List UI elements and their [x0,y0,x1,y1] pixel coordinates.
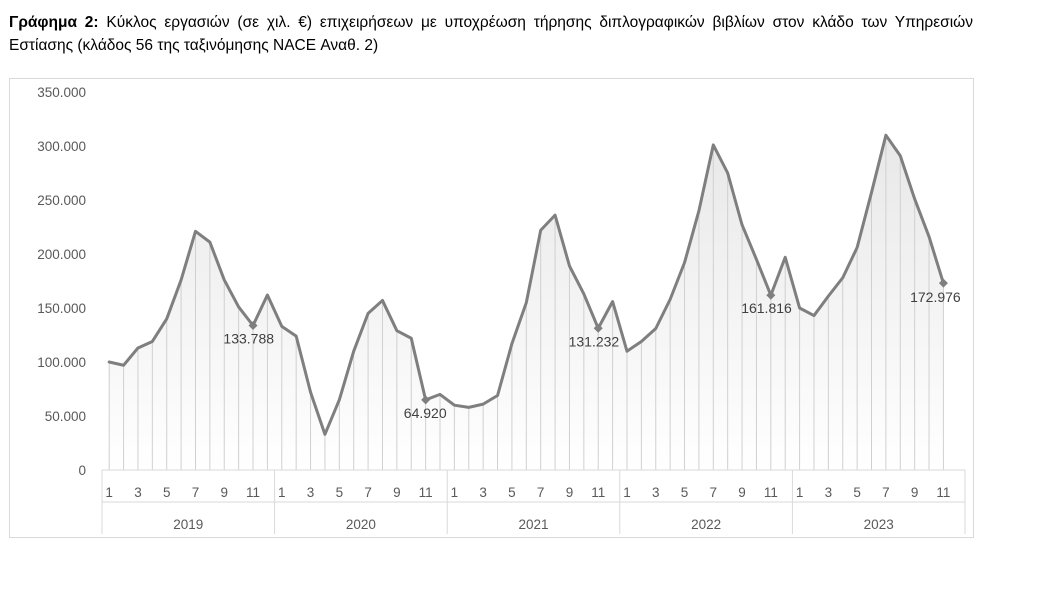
year-label: 2022 [691,517,722,532]
caption-text: Κύκλος εργασιών (σε χιλ. €) επιχειρήσεων με υποχρέωση τήρησης διπλογραφικών βιβλίων στον κλάδο των Υπηρεσιών Εστίασης (κλάδος 56 της ταξινόμησης NACE Αναθ. 2) [9,14,973,54]
data-label: 131.232 [568,333,620,350]
chart-frame [9,78,974,538]
x-tick-label: 7 [364,485,372,500]
y-tick-label: 200.000 [37,247,86,262]
year-label: 2020 [345,517,376,532]
x-tick-label: 5 [853,485,861,500]
x-tick-label: 5 [680,485,689,500]
turnover-chart [10,79,973,537]
x-tick-label: 7 [709,485,718,500]
y-tick-label: 0 [78,463,86,478]
year-label: 2021 [518,517,549,532]
x-tick-label: 9 [910,485,919,500]
x-tick-label: 9 [738,485,746,500]
y-tick-label: 150.000 [37,301,86,316]
x-tick-label: 11 [418,485,433,500]
x-tick-label: 3 [824,485,833,500]
x-tick-label: 11 [936,485,951,500]
x-tick-label: 7 [536,485,545,500]
y-tick-label: 100.000 [37,355,86,370]
y-tick-label: 250.000 [37,193,86,208]
x-tick-label: 5 [162,485,171,500]
x-tick-label: 1 [450,485,459,500]
year-label: 2023 [863,517,894,532]
y-tick-label: 350.000 [37,85,86,100]
x-tick-label: 11 [246,485,261,500]
caption-label: Γράφημα 2: [9,14,99,31]
x-tick-label: 1 [278,485,286,500]
x-tick-label: 3 [652,485,660,500]
x-tick-label: 1 [105,485,113,500]
data-label: 64.920 [403,404,447,421]
x-tick-label: 5 [508,485,516,500]
y-tick-label: 300.000 [37,139,86,154]
x-tick-label: 7 [882,485,890,500]
x-tick-label: 3 [479,485,487,500]
chart-caption [9,11,973,57]
x-tick-label: 9 [393,485,401,500]
y-tick-label: 50.000 [44,409,86,424]
x-tick-label: 9 [220,485,229,500]
data-label: 133.788 [223,330,275,347]
x-tick-label: 3 [134,485,142,500]
year-label: 2019 [173,517,204,532]
x-tick-label: 7 [191,485,200,500]
x-tick-label: 9 [565,485,574,500]
x-tick-label: 3 [306,485,315,500]
data-label: 161.816 [741,300,792,317]
data-label: 172.976 [910,289,961,306]
x-tick-label: 11 [763,485,778,500]
x-tick-label: 11 [591,485,606,500]
x-tick-label: 1 [623,485,631,500]
x-tick-label: 5 [335,485,344,500]
x-tick-label: 1 [795,485,804,500]
